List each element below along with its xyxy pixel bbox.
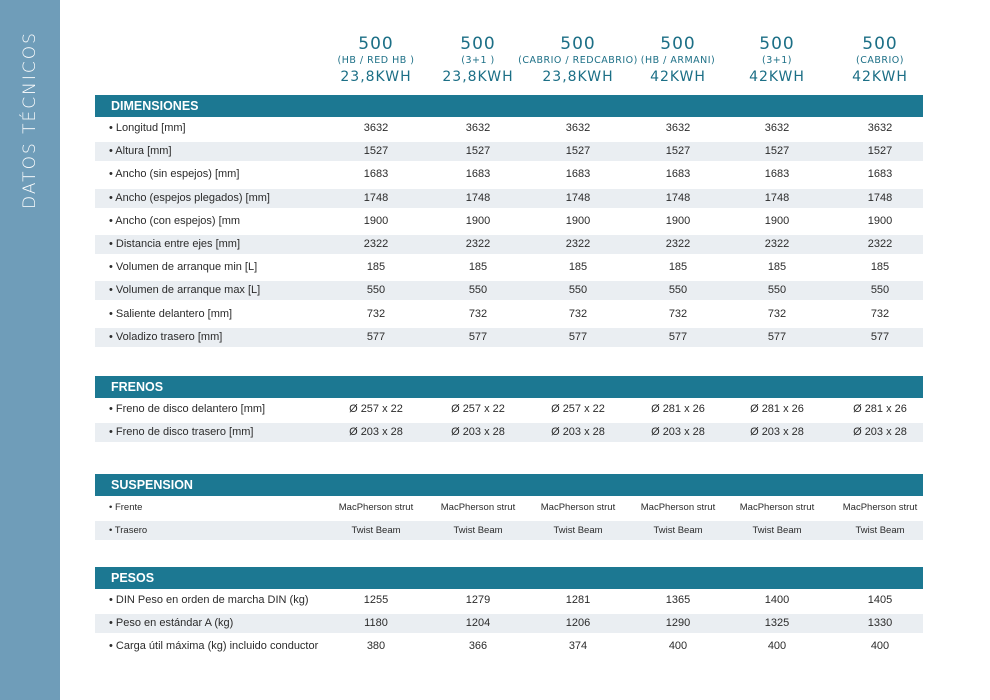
cell-value: 374	[568, 640, 588, 653]
cell-value: 1255	[363, 594, 389, 606]
cell-value: 1748	[363, 191, 389, 204]
cell-value: Ø 203 x 28	[551, 426, 605, 439]
cell-value: Twist Beam	[752, 525, 802, 537]
section-header	[95, 474, 923, 496]
row-label: • Volumen de arranque max [L]	[109, 284, 261, 297]
column-header	[732, 34, 822, 87]
column-model: 500	[560, 34, 596, 54]
cell-value: Ø 203 x 28	[651, 426, 705, 439]
cell-value: 1527	[465, 145, 491, 158]
row-label: • Frente	[109, 502, 143, 513]
column-sub: (HB / RED HB )	[337, 55, 415, 66]
cell-value: Twist Beam	[351, 525, 401, 537]
column-header	[515, 34, 641, 87]
column-energy: 23,8KWH	[542, 69, 614, 85]
row-label: • Volumen de arranque min [L]	[109, 261, 258, 274]
cell-value: 1527	[867, 145, 893, 158]
column-model: 500	[660, 34, 696, 54]
column-sub: (3+1)	[762, 55, 792, 66]
cell-value: 400	[767, 640, 787, 653]
cell-value: 1279	[465, 594, 491, 606]
table-row	[95, 235, 923, 254]
cell-value: 550	[568, 284, 588, 297]
row-label: • Altura [mm]	[109, 145, 172, 158]
column-energy: 42KWH	[650, 69, 706, 85]
row-label: • DIN Peso en orden de marcha DIN (kg)	[109, 594, 309, 606]
cell-value: 2322	[867, 238, 893, 250]
column-model: 500	[759, 34, 795, 54]
cell-value: 577	[767, 330, 787, 343]
table-row	[95, 521, 923, 540]
cell-value: 2322	[465, 238, 491, 250]
table-row	[95, 637, 923, 656]
cell-value: 1748	[867, 191, 893, 204]
cell-value: 185	[668, 261, 688, 274]
cell-value: 550	[767, 284, 787, 297]
column-header	[628, 34, 728, 87]
cell-value: 1683	[465, 168, 491, 181]
cell-value: 185	[568, 261, 588, 274]
cell-value: 1290	[665, 617, 691, 630]
table-row	[95, 212, 923, 231]
cell-value: 1900	[565, 214, 591, 227]
row-label: • Ancho (con espejos) [mm	[109, 214, 241, 227]
cell-value: 732	[668, 307, 688, 320]
column-sub: (CABRIO / REDCABRIO)	[518, 55, 638, 66]
cell-value: 3632	[465, 122, 491, 134]
row-label: • Trasero	[109, 525, 148, 537]
cell-value: 1683	[867, 168, 893, 181]
table-row	[95, 189, 923, 208]
cell-value: 732	[366, 307, 386, 320]
row-label: • Freno de disco delantero [mm]	[109, 403, 266, 415]
section-title: FRENOS	[111, 380, 164, 394]
cell-value: 732	[870, 307, 890, 320]
cell-value: 1400	[764, 594, 790, 606]
cell-value: 185	[767, 261, 787, 274]
cell-value: 550	[870, 284, 890, 297]
cell-value: 1281	[565, 594, 591, 606]
row-label: • Carga útil máxima (kg) incluido conductor	[109, 640, 319, 653]
cell-value: 1900	[867, 214, 893, 227]
cell-value: 1683	[665, 168, 691, 181]
cell-value: 1405	[867, 594, 893, 606]
cell-value: 732	[767, 307, 787, 320]
cell-value: 732	[468, 307, 488, 320]
cell-value: MacPherson strut	[440, 502, 516, 513]
row-label: • Freno de disco trasero [mm]	[109, 426, 254, 439]
row-label: • Ancho (espejos plegados) [mm]	[109, 191, 270, 204]
cell-value: Ø 203 x 28	[853, 426, 907, 439]
cell-value: 732	[568, 307, 588, 320]
cell-value: 185	[870, 261, 890, 274]
cell-value: Ø 257 x 22	[349, 403, 403, 415]
cell-value: 550	[468, 284, 488, 297]
cell-value: 1527	[764, 145, 790, 158]
row-label: • Ancho (sin espejos) [mm]	[109, 168, 240, 181]
cell-value: Ø 203 x 28	[451, 426, 505, 439]
cell-value: 366	[468, 640, 488, 653]
cell-value: 577	[870, 330, 890, 343]
cell-value: 3632	[363, 122, 389, 134]
row-label: • Voladizo trasero [mm]	[109, 330, 223, 343]
section-title: SUSPENSION	[111, 478, 193, 492]
cell-value: 1683	[565, 168, 591, 181]
cell-value: 1900	[465, 214, 491, 227]
column-sub: (HB / ARMANI)	[640, 55, 716, 66]
table-row	[95, 591, 923, 610]
cell-value: 1206	[565, 617, 591, 630]
table-row	[95, 281, 923, 300]
cell-value: 1748	[665, 191, 691, 204]
cell-value: Ø 257 x 22	[451, 403, 505, 415]
table-row	[95, 614, 923, 633]
table-row	[95, 258, 923, 277]
cell-value: MacPherson strut	[842, 502, 918, 513]
column-sub: (CABRIO)	[856, 55, 904, 66]
cell-value: 1527	[565, 145, 591, 158]
column-sub: (3+1 )	[461, 55, 495, 66]
cell-value: 2322	[565, 238, 591, 250]
cell-value: Ø 281 x 26	[651, 403, 705, 415]
cell-value: 577	[668, 330, 688, 343]
cell-value: 3632	[867, 122, 893, 134]
cell-value: 2322	[363, 238, 389, 250]
cell-value: 1748	[565, 191, 591, 204]
cell-value: 400	[870, 640, 890, 653]
table-row	[95, 305, 923, 324]
cell-value: 1330	[867, 617, 893, 630]
column-header	[835, 34, 925, 87]
cell-value: 400	[668, 640, 688, 653]
section-header	[95, 95, 923, 117]
row-label: • Saliente delantero [mm]	[109, 307, 233, 320]
cell-value: 1900	[363, 214, 389, 227]
cell-value: Ø 257 x 22	[551, 403, 605, 415]
cell-value: 550	[668, 284, 688, 297]
cell-value: 577	[366, 330, 386, 343]
row-label: • Longitud [mm]	[109, 122, 186, 134]
cell-value: Twist Beam	[653, 525, 703, 537]
cell-value: 577	[568, 330, 588, 343]
cell-value: Ø 281 x 26	[750, 403, 804, 415]
cell-value: 380	[366, 640, 386, 653]
column-model: 500	[358, 34, 394, 54]
cell-value: 1204	[465, 617, 491, 630]
section-header	[95, 376, 923, 398]
column-model: 500	[460, 34, 496, 54]
table-row	[95, 498, 923, 517]
cell-value: MacPherson strut	[540, 502, 616, 513]
cell-value: 1748	[465, 191, 491, 204]
cell-value: Twist Beam	[855, 525, 905, 537]
cell-value: 1180	[364, 617, 388, 630]
cell-value: 1683	[363, 168, 389, 181]
cell-value: 550	[366, 284, 386, 297]
cell-value: 1900	[665, 214, 691, 227]
cell-value: 1527	[665, 145, 691, 158]
table-row	[95, 119, 923, 138]
cell-value: 1325	[764, 617, 790, 630]
side-title: DATOS TÉCNICOS	[20, 31, 40, 209]
cell-value: 2322	[665, 238, 691, 250]
cell-value: Twist Beam	[553, 525, 603, 537]
cell-value: 3632	[565, 122, 591, 134]
section-title: PESOS	[111, 571, 155, 585]
section-header	[95, 567, 923, 589]
column-model: 500	[862, 34, 898, 54]
cell-value: 1900	[764, 214, 790, 227]
cell-value: 185	[468, 261, 488, 274]
cell-value: 3632	[665, 122, 691, 134]
column-header	[321, 34, 431, 87]
column-energy: 23,8KWH	[340, 69, 412, 85]
cell-value: 1365	[665, 594, 691, 606]
side-band	[0, 0, 60, 700]
cell-value: 1527	[363, 145, 389, 158]
column-header	[433, 34, 523, 87]
cell-value: Ø 203 x 28	[349, 426, 403, 439]
table-row	[95, 400, 923, 419]
column-energy: 23,8KWH	[442, 69, 514, 85]
cell-value: Ø 203 x 28	[750, 426, 804, 439]
cell-value: Twist Beam	[453, 525, 503, 537]
row-label: • Peso en estándar A (kg)	[109, 617, 234, 630]
cell-value: MacPherson strut	[338, 502, 414, 513]
cell-value: 577	[468, 330, 488, 343]
table-row	[95, 328, 923, 347]
cell-value: 1683	[764, 168, 790, 181]
cell-value: 3632	[764, 122, 790, 134]
table-row	[95, 423, 923, 442]
row-label: • Distancia entre ejes [mm]	[109, 238, 241, 250]
cell-value: MacPherson strut	[640, 502, 716, 513]
cell-value: 1748	[764, 191, 790, 204]
cell-value: MacPherson strut	[739, 502, 815, 513]
table-row	[95, 142, 923, 161]
cell-value: 2322	[764, 238, 790, 250]
column-energy: 42KWH	[749, 69, 805, 85]
cell-value: 185	[366, 261, 386, 274]
table-row	[95, 165, 923, 184]
column-energy: 42KWH	[852, 69, 908, 85]
section-title: DIMENSIONES	[111, 99, 199, 113]
cell-value: Ø 281 x 26	[853, 403, 907, 415]
